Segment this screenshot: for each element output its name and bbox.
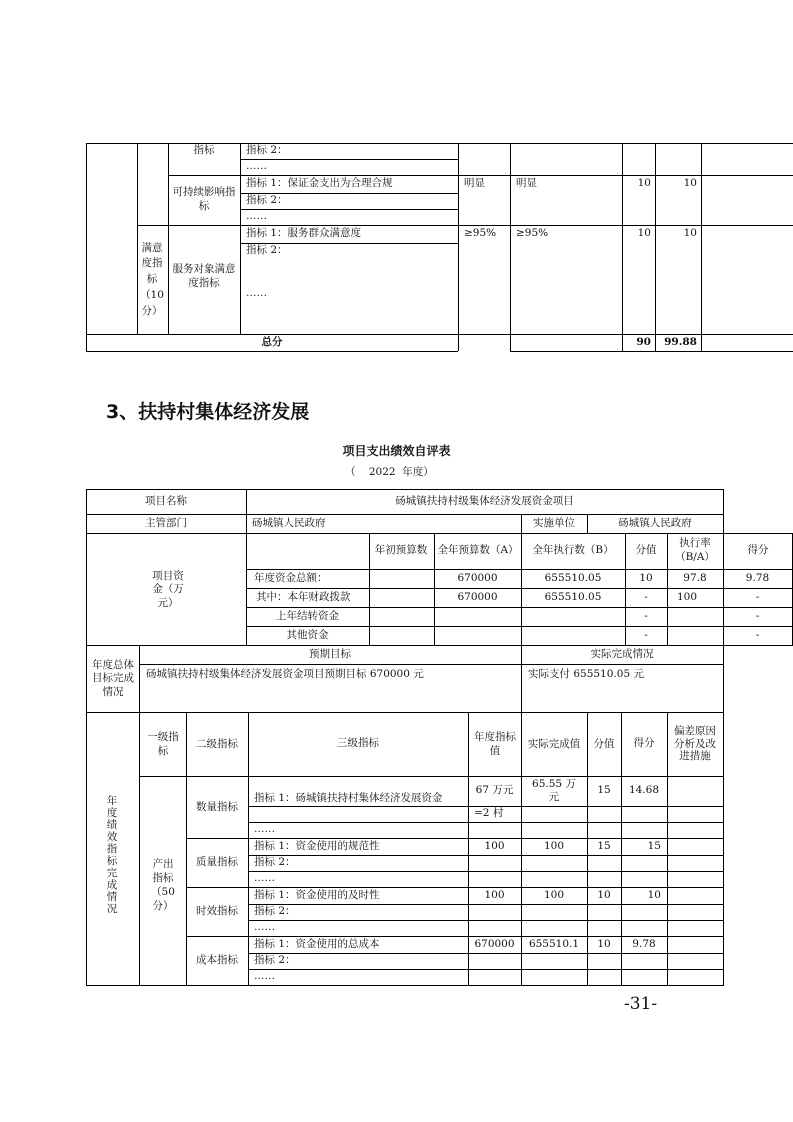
actual-cell: 明显 [516,177,537,190]
indicator-cell: 指标 2： [246,144,288,157]
quantity-indicator: 指标 1：砀城镇扶持村集体经济发展资金 [254,792,443,805]
header-level3: 三级指标 [337,737,379,750]
header-got: 得分 [747,544,769,557]
quality-score: 15 [597,839,611,852]
indicator-cell: 指标 2： [254,856,296,869]
actual-cell: ≥95% [516,227,549,240]
total-label: 总分 [261,335,283,348]
timeliness-got: 10 [647,888,661,901]
funds-label: 项目资金（万元） [152,569,184,609]
indicator-cell: 指标 2： [254,954,296,967]
indicator-dots: …… [254,970,275,983]
indicator-cell: 指标 2： [246,194,288,207]
target-cell: ≥95% [464,227,497,240]
indicator-dots: …… [254,823,275,836]
quality-label: 质量指标 [196,856,238,869]
header-begin-budget: 年初预算数 [374,544,428,557]
quantity-got: 14.68 [628,784,660,797]
funds-row-got: - [755,590,760,603]
cost-label: 成本指标 [196,954,238,967]
page-number: -31- [624,994,658,1014]
indicator-dots: …… [254,872,275,885]
actual-header: 实际完成情况 [590,647,654,660]
header-actual: 实际完成值 [527,738,581,751]
dept-value: 砀城镇人民政府 [252,516,326,529]
funds-row-rate: 97.8 [683,571,707,584]
funds-row-a: 670000 [457,590,498,603]
funds-row-name: 年度资金总额： [254,571,328,584]
indicator-dots: …… [246,210,267,223]
header-annual-budget: 全年预算数（A） [437,544,519,557]
funds-row-name: 其他资金 [286,628,329,641]
project-name-label: 项目名称 [145,494,187,507]
service-satisfaction-label: 服务对象满意度指标 [172,263,236,289]
cost-got: 9.78 [632,937,656,950]
funds-row-score: - [644,590,648,603]
header-score: 分值 [593,738,615,751]
quantity-label: 数量指标 [196,801,238,814]
funds-row-rate: 100 [676,590,698,603]
header-reason: 偏差原因分析及改进措施 [674,725,716,763]
quantity-score: 15 [597,784,611,797]
score-cell: 10 [637,177,651,190]
indicator-dots: …… [254,921,275,934]
indicator-cell: 指标 1：保证金支出为合理合规 [246,177,393,190]
level2-cell: 指标 [193,144,215,157]
dept-label: 主管部门 [145,516,187,529]
expected-goal: 砀城镇扶持村级集体经济发展资金项目预期目标 670000 元 [146,668,424,681]
expected-header: 预期目标 [309,647,351,660]
total-score: 90 [636,335,651,348]
funds-row-score: - [644,628,648,641]
perf-side-label: 年度绩效指标完成情况 [106,794,118,916]
total-got: 99.88 [664,335,697,348]
indicator-dots: …… [246,287,267,300]
funds-row-name: 其中：本年财政拨款 [256,590,351,603]
indicator-cell: 指标 1：服务群众满意度 [246,227,362,240]
quantity-target: 67 万元 [475,784,514,797]
header-got: 得分 [633,737,655,750]
sustainability-label: 可持续影响指标 [172,186,236,212]
satisfaction-label: 满意度指标（10分） [140,241,164,317]
header-target: 年度指标值 [474,731,516,757]
quantity-actual: 65.55 万元 [532,778,576,803]
form-title: 项目支出绩效自评表 [342,444,451,458]
cost-score: 10 [597,937,611,950]
score-cell: 10 [637,227,651,240]
got-cell: 10 [683,227,697,240]
got-cell: 10 [683,177,697,190]
funds-row-b: 655510.05 [544,571,602,584]
funds-row-score: - [644,609,648,622]
section-heading: 3、扶持村集体经济发展 [106,401,310,423]
indicator-cell: 指标 2： [254,905,296,918]
cost-actual: 655510.1 [528,937,580,950]
header-level2: 二级指标 [196,738,238,751]
project-name: 砀城镇扶持村级集体经济发展资金项目 [395,494,574,507]
indicator-dots: …… [246,160,267,173]
cost-target: 670000 [474,937,515,950]
quality-got: 15 [647,839,661,852]
quality-target: 100 [484,839,505,852]
funds-row-a: 670000 [457,571,498,584]
header-level1: 一级指标 [147,731,179,757]
cost-indicator: 指标 1：资金使用的总成本 [254,937,380,950]
unit-value: 砀城镇人民政府 [618,516,692,529]
funds-row-name: 上年结转资金 [276,609,339,622]
timeliness-actual: 100 [543,888,565,901]
header-annual-execution: 全年执行数（B） [532,544,614,557]
header-score: 分值 [635,544,657,557]
timeliness-indicator: 指标 1：资金使用的及时性 [254,888,380,901]
indicator-cell: 指标 2： [246,244,288,257]
timeliness-target: 100 [484,888,505,901]
quality-actual: 100 [543,839,565,852]
quality-indicator: 指标 1：资金使用的规范性 [254,839,380,852]
quantity-target-2: =2 村 [474,807,504,820]
funds-row-got: - [755,609,760,622]
actual-goal: 实际支付 655510.05 元 [528,668,644,681]
year-line: （ 2022 年度） [345,466,434,478]
funds-row-b: 655510.05 [544,590,602,603]
funds-row-score: 10 [639,571,653,584]
timeliness-score: 10 [597,888,611,901]
target-cell: 明显 [464,177,485,190]
output-label: 产出指标（50分） [151,857,175,913]
funds-row-got: - [755,628,760,641]
funds-row-got: 9.78 [745,571,770,584]
header-execution-rate: 执行率（B/A） [675,537,715,563]
goals-label: 年度总体目标完成情况 [92,659,134,698]
unit-label: 实施单位 [533,516,575,529]
timeliness-label: 时效指标 [196,905,238,918]
